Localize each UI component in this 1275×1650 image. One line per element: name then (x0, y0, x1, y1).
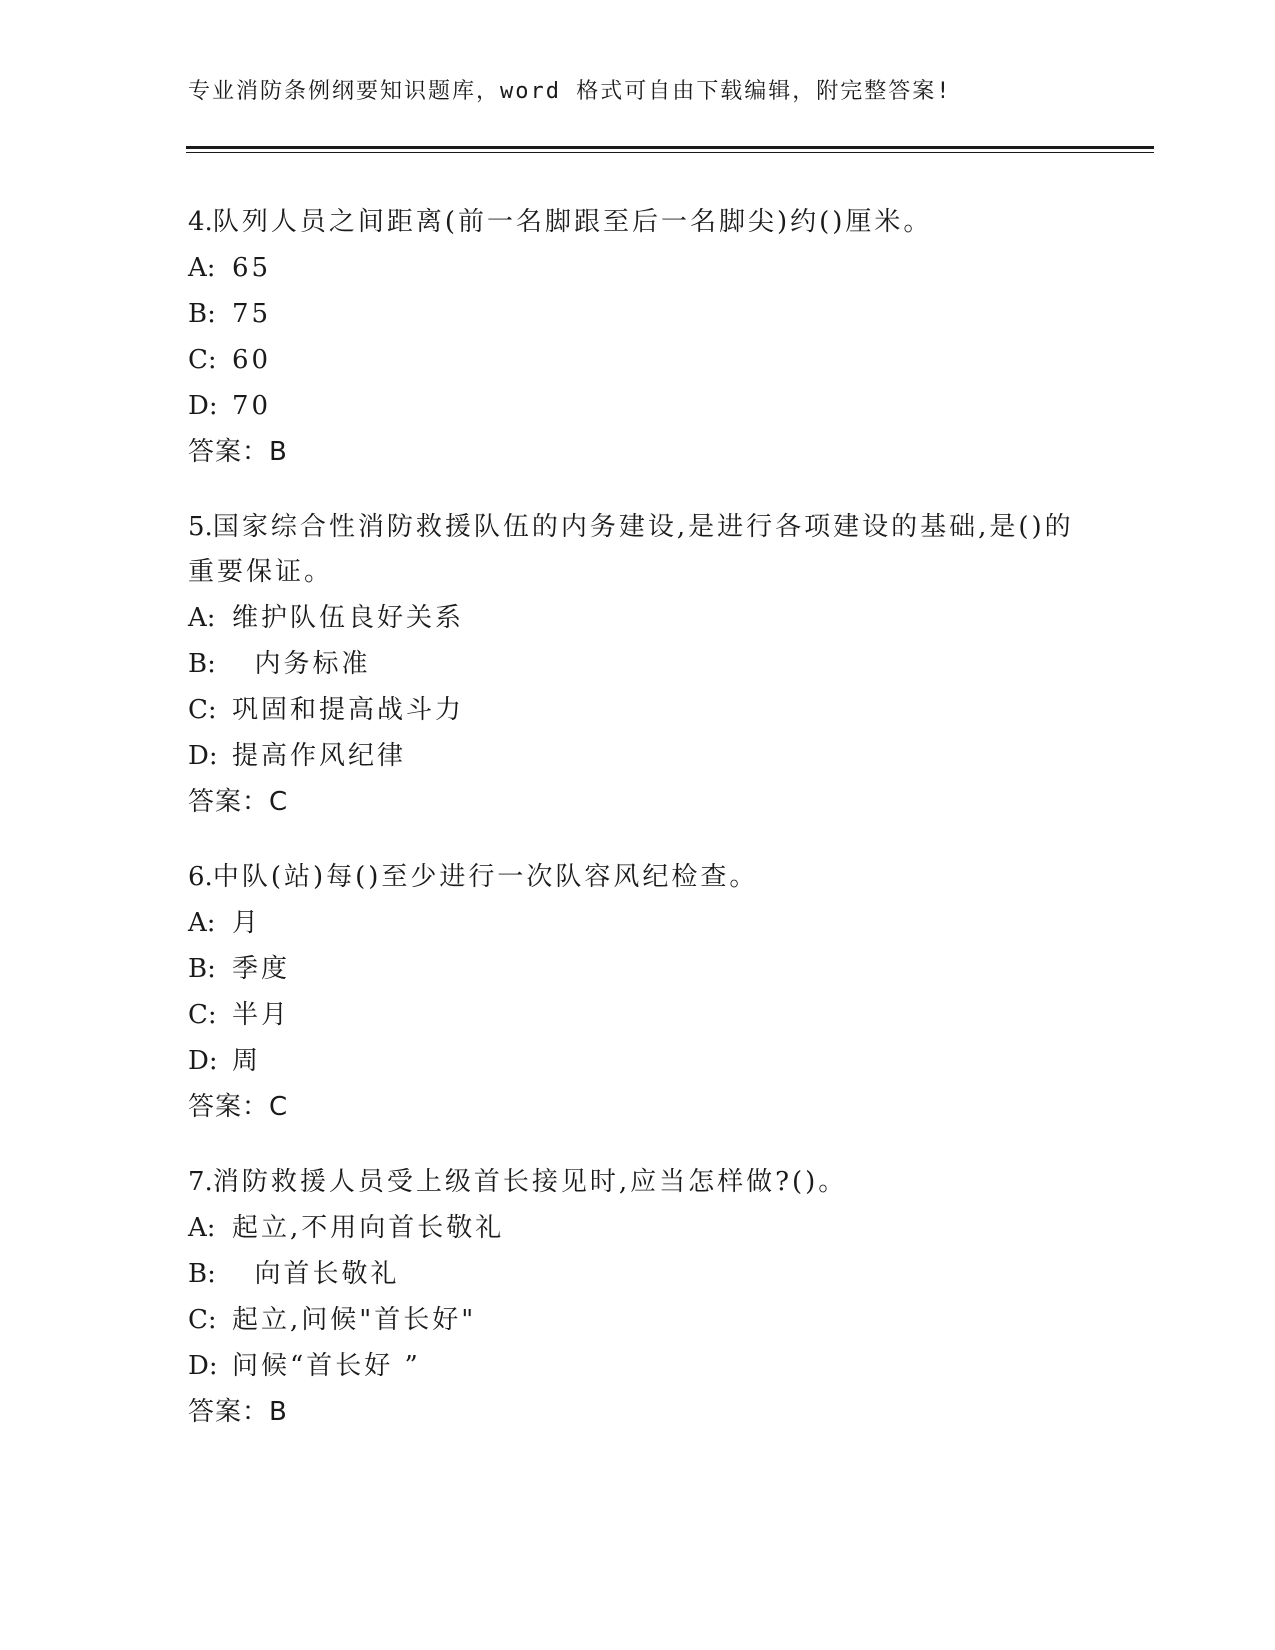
option-text: 70 (232, 391, 272, 421)
answer-line: 答案：C (188, 1092, 289, 1122)
question-6 (188, 855, 1088, 1130)
option-text: 月 (232, 908, 262, 938)
option-text: 内务标准 (232, 649, 371, 679)
option-letter: C: (188, 1000, 217, 1030)
question-stem: 队列人员之间距离(前一名脚跟至后一名脚尖)约()厘米。 (212, 207, 933, 237)
option-letter: C: (188, 345, 217, 375)
option-text: 维护队伍良好关系 (232, 603, 465, 633)
question-text (188, 200, 1088, 245)
option-text: 周 (232, 1046, 262, 1076)
option-text: 季度 (232, 954, 291, 984)
question-text (188, 505, 1088, 595)
option-c (188, 337, 1088, 383)
option-d (188, 733, 1088, 779)
question-text (188, 1160, 1088, 1205)
option-d (188, 1343, 1088, 1389)
option-text: 半月 (232, 1000, 291, 1030)
question-4 (188, 200, 1088, 475)
option-letter: A: (188, 253, 216, 283)
option-letter: B: (188, 299, 216, 329)
question-number: 4. (188, 207, 213, 237)
option-text: 75 (232, 299, 272, 329)
option-letter: D: (188, 1046, 218, 1076)
option-letter: A: (188, 908, 216, 938)
answer-line: 答案：B (188, 1397, 288, 1427)
option-text: 起立,问候"首长好" (232, 1305, 477, 1335)
question-stem: 消防救援人员受上级首长接见时,应当怎样做?()。 (212, 1167, 848, 1197)
header-rule-thick (186, 146, 1154, 149)
option-c (188, 1297, 1088, 1343)
question-text (188, 855, 1088, 900)
question-list (188, 200, 1088, 1465)
option-letter: D: (188, 391, 218, 421)
option-letter: C: (188, 695, 217, 725)
option-letter: B: (188, 649, 216, 679)
answer-line: 答案：B (188, 437, 288, 467)
question-number: 6. (188, 862, 213, 892)
option-letter: D: (188, 741, 218, 771)
question-stem: 中队(站)每()至少进行一次队容风纪检查。 (212, 862, 759, 892)
question-number: 5. (188, 512, 213, 542)
header-rule-thin (186, 152, 1154, 153)
option-text: 提高作风纪律 (232, 741, 407, 771)
question-5 (188, 505, 1088, 825)
option-b (188, 1251, 1088, 1297)
option-a (188, 1205, 1088, 1251)
option-text: 巩固和提高战斗力 (232, 695, 465, 725)
document-header: 专业消防条例纲要知识题库，word 格式可自由下载编辑，附完整答案! (188, 79, 952, 104)
option-text: 60 (232, 345, 272, 375)
question-number: 7. (188, 1167, 213, 1197)
option-a (188, 900, 1088, 946)
option-letter: A: (188, 603, 216, 633)
option-text: 向首长敬礼 (232, 1259, 400, 1289)
option-b (188, 291, 1088, 337)
option-text: 起立,不用向首长敬礼 (232, 1213, 505, 1243)
answer-line: 答案：C (188, 787, 289, 817)
option-letter: B: (188, 954, 216, 984)
question-stem: 国家综合性消防救援队伍的内务建设,是进行各项建设的基础,是()的重要保证。 (188, 512, 1074, 587)
option-letter: B: (188, 1259, 216, 1289)
option-a (188, 595, 1088, 641)
option-text: 65 (232, 253, 272, 283)
option-letter: A: (188, 1213, 216, 1243)
option-d (188, 1038, 1088, 1084)
option-letter: D: (188, 1351, 218, 1381)
option-b (188, 641, 1088, 687)
option-c (188, 992, 1088, 1038)
option-c (188, 687, 1088, 733)
option-letter: C: (188, 1305, 217, 1335)
question-7 (188, 1160, 1088, 1435)
option-text: 问候“首长好 ” (232, 1351, 421, 1381)
option-b (188, 946, 1088, 992)
option-a (188, 245, 1088, 291)
option-d (188, 383, 1088, 429)
